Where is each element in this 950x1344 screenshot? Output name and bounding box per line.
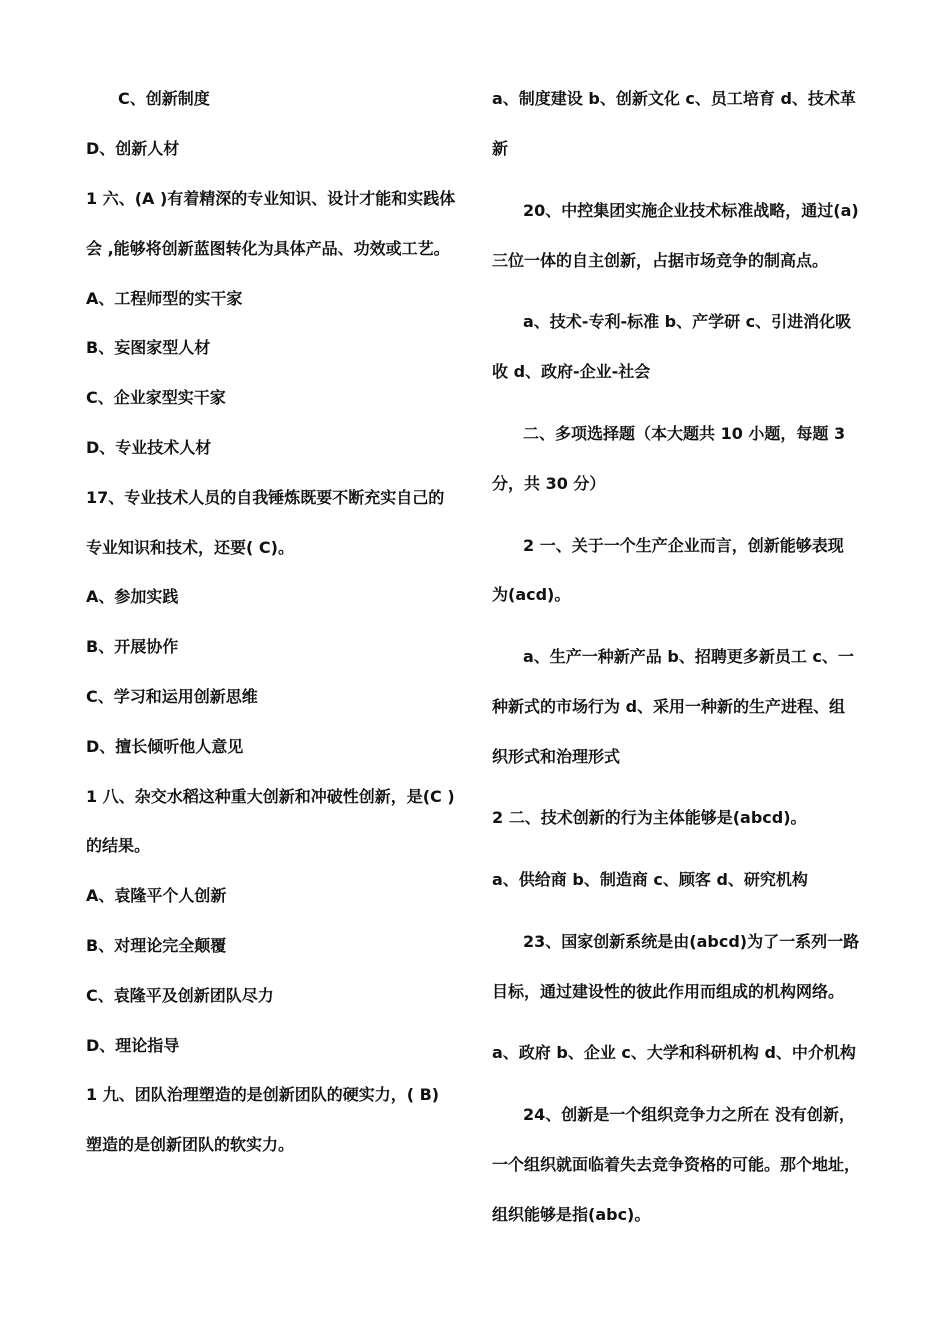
- left-line-4: 会 ,能够将创新蓝图转化为具体产品、功效或工艺。: [86, 239, 450, 258]
- left-line-5: A、工程师型的实干家: [86, 289, 243, 308]
- right-line-1: a、制度建设 b、创新文化 c、员工培育 d、技术革: [492, 89, 856, 108]
- left-line-1: C、创新制度: [118, 89, 210, 108]
- left-line-18: B、对理论完全颠覆: [86, 936, 227, 955]
- right-line-2: 新: [492, 139, 509, 158]
- left-line-10: 专业知识和技术，还要( C)。: [86, 538, 294, 557]
- right-line-18: a、政府 b、企业 c、大学和科研机构 d、中介机构: [492, 1043, 856, 1062]
- left-line-21: 1 九、团队治理塑造的是创新团队的硬实力，( B): [86, 1085, 440, 1104]
- left-line-22: 塑造的是创新团队的软实力。: [86, 1135, 295, 1154]
- left-line-9: 17、专业技术人员的自我锤炼既要不断充实自己的: [86, 488, 445, 507]
- left-line-7: C、企业家型实干家: [86, 388, 226, 407]
- left-line-13: C、学习和运用创新思维: [86, 687, 258, 706]
- right-line-17: 目标，通过建设性的彼此作用而组成的机构网络。: [492, 982, 845, 1001]
- left-line-6: B、妄图家型人材: [86, 338, 211, 357]
- right-line-15: a、供给商 b、制造商 c、顾客 d、研究机构: [492, 870, 808, 889]
- right-line-9: 2 一、关于一个生产企业而言，创新能够表现: [523, 536, 844, 555]
- left-line-16: 的结果。: [86, 836, 151, 855]
- left-line-3: 1 六、(A )有着精深的专业知识、设计才能和实践体: [86, 189, 456, 208]
- left-line-11: A、参加实践: [86, 587, 179, 606]
- left-line-2: D、创新人材: [86, 139, 180, 158]
- right-line-13: 织形式和治理形式: [492, 747, 621, 766]
- left-line-12: B、开展协作: [86, 637, 179, 656]
- right-line-8: 分，共 30 分）: [492, 474, 606, 493]
- right-line-21: 组织能够是指(abc)。: [492, 1205, 651, 1224]
- right-line-10: 为(acd)。: [492, 585, 571, 604]
- right-line-4: 三位一体的自主创新，占据市场竞争的制高点。: [492, 251, 829, 270]
- left-line-14: D、擅长倾听他人意见: [86, 737, 244, 756]
- right-line-16: 23、国家创新系统是由(abcd)为了一系列一路: [523, 932, 860, 951]
- right-line-12: 种新式的市场行为 d、采用一种新的生产进程、组: [492, 697, 846, 716]
- right-line-6: 收 d、政府-企业-社会: [492, 362, 651, 381]
- left-line-8: D、专业技术人材: [86, 438, 212, 457]
- right-line-5: a、技术-专利-标准 b、产学研 c、引进消化吸: [523, 312, 852, 331]
- right-line-20: 一个组织就面临着失去竞争资格的可能。那个地址，: [492, 1155, 861, 1174]
- left-line-15: 1 八、杂交水稻这种重大创新和冲破性创新，是(C ): [86, 787, 455, 806]
- right-line-19: 24、创新是一个组织竞争力之所在 没有创新，: [523, 1105, 855, 1124]
- left-line-20: D、理论指导: [86, 1036, 180, 1055]
- right-line-3: 20、中控集团实施企业技术标准战略，通过(a): [523, 201, 859, 220]
- right-line-11: a、生产一种新产品 b、招聘更多新员工 c、一: [523, 647, 854, 666]
- left-line-19: C、袁隆平及创新团队尽力: [86, 986, 274, 1005]
- right-line-14: 2 二、技术创新的行为主体能够是(abcd)。: [492, 808, 807, 827]
- left-line-17: A、袁隆平个人创新: [86, 886, 227, 905]
- right-line-7: 二、多项选择题（本大题共 10 小题，每题 3: [523, 424, 846, 443]
